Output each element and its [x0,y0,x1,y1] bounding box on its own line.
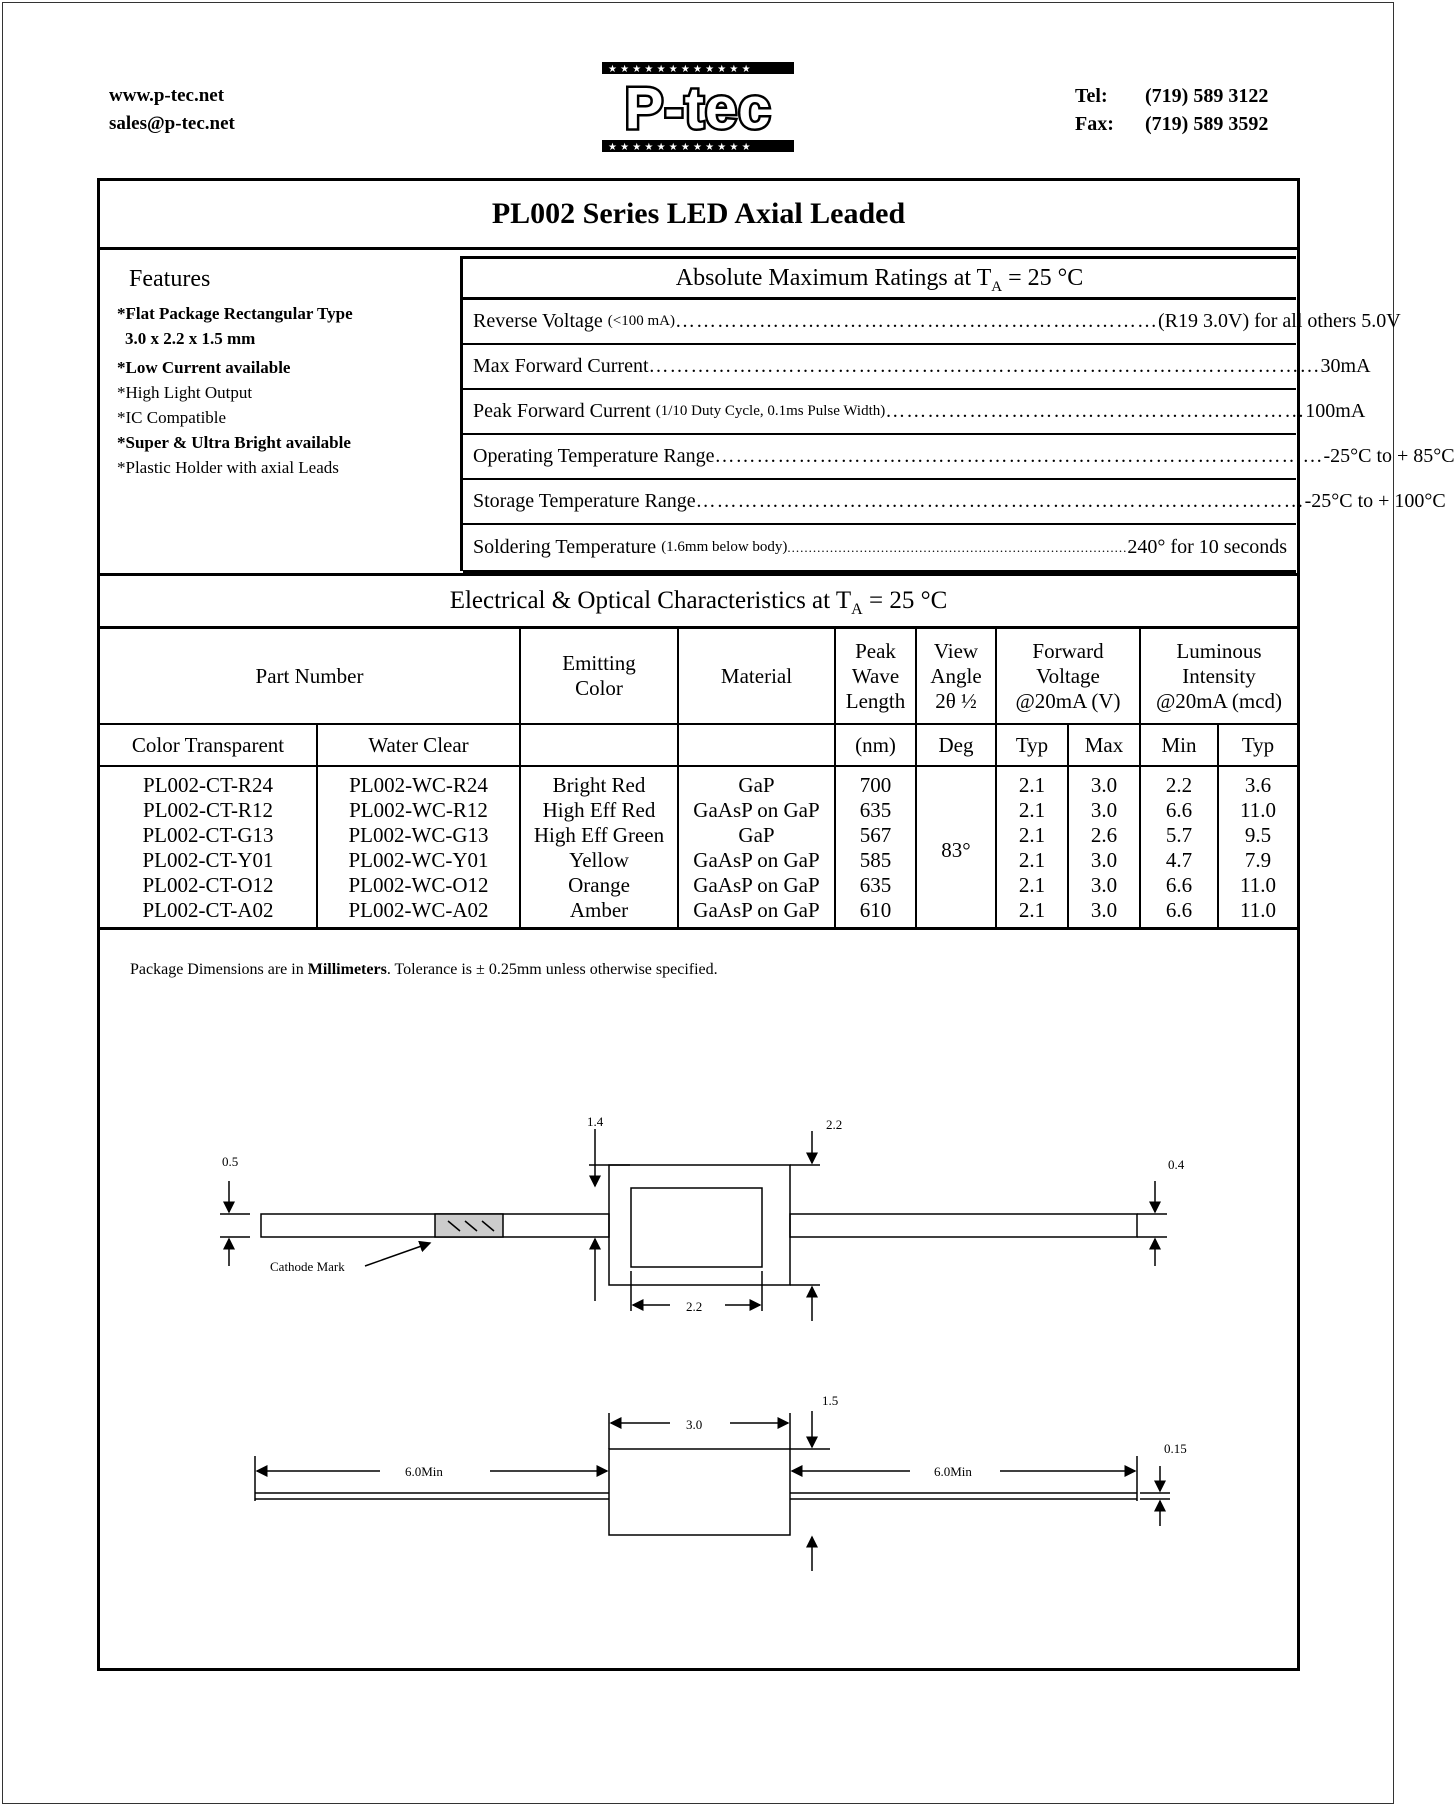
rating-row: Reverse Voltage (<100 mA) …………………………………………………………… (R19 3.0V) for all others 5.0V [463,300,1296,345]
svg-text:★ ★ ★ ★ ★ ★ ★ ★ ★ ★ ★ ★: ★ ★ ★ ★ ★ ★ ★ ★ ★ ★ ★ ★ [608,64,751,75]
feature-item: *Flat Package Rectangular Type [117,304,353,323]
side-body [609,1449,790,1535]
lead-right [790,1214,1137,1237]
rating-row: Soldering Temperature (1.6mm below body) ................................................................................ 240° for 10 seconds [463,525,1296,573]
table-row: PL002-CT-R12 PL002-WC-R12 High Eff Red GaAsP on GaP 635 2.1 3.0 6.6 11.0 [100,798,1297,823]
col-peak-wavelength: Peak Wave Length [835,629,916,724]
feature-item: *High Light Output [117,383,253,402]
view-angle-value: 83° [916,766,996,929]
package-note: Package Dimensions are in Millimeters. Tolerance is ± 0.25mm unless otherwise specified. [130,961,718,978]
col-luminous-intensity: Luminous Intensity @20mA (mcd) [1140,629,1297,724]
dim-2-2-top: 2.2 [826,1117,843,1132]
col-emitting-color: Emitting Color [520,629,678,724]
ptec-logo [598,56,798,156]
package-dimension-drawing [100,181,1297,1668]
rating-row: Operating Temperature Range …………………………………………………………………………… -25°C to + 85°C [463,435,1296,480]
dim-1-4: 1.4 [587,1114,604,1129]
svg-text:P-tec: P-tec [624,76,772,141]
feature-item: 3.0 x 2.2 x 1.5 mm [125,329,256,348]
rating-row: Max Forward Current …………………………………………………………………………………… 30mA [463,345,1296,390]
feature-item: *Plastic Holder with axial Leads [117,458,339,477]
features-heading: Features [129,266,211,292]
table-row: PL002-CT-G13 PL002-WC-G13 High Eff Green GaP 567 2.1 2.6 5.7 9.5 [100,823,1297,848]
svg-text:★ ★ ★ ★ ★ ★ ★ ★ ★ ★ ★ ★: ★ ★ ★ ★ ★ ★ ★ ★ ★ ★ ★ ★ [608,142,751,153]
rating-row: Peak Forward Current (1/10 Duty Cycle, 0.1ms Pulse Width) …………………………………………………… 100mA [463,390,1296,435]
table-row: PL002-CT-O12 PL002-WC-O12 Orange GaAsP on GaP 635 2.1 3.0 6.6 11.0 [100,873,1297,898]
characteristics-heading: Electrical & Optical Characteristics at $T_A = 25$ °C [100,576,1297,629]
dim-3-0: 3.0 [686,1417,703,1432]
dim-6-0-left: 6.0Min [405,1464,443,1479]
table-row: PL002-CT-R24 PL002-WC-R24 Bright Red GaP 700 83° 2.1 3.0 2.2 3.6 [100,766,1297,798]
feature-item: *Low Current available [117,358,291,377]
dim-0-15: 0.15 [1164,1441,1187,1456]
datasheet-body [97,178,1455,1671]
contact-phone: Tel: (719) 589 3122 Fax: (719) 589 3592 [1075,85,1269,135]
body-inner [631,1188,762,1267]
col-view-angle: View Angle 2θ ½ [916,629,996,724]
fax-number: (719) 589 3592 [1145,113,1269,135]
website-link[interactable]: www.p-tec.net [109,85,225,106]
cathode-label: Cathode Mark [270,1259,345,1274]
dim-6-0-right: 6.0Min [934,1464,972,1479]
dim-1-5: 1.5 [822,1393,839,1408]
col-part-number: Part Number [100,629,520,724]
table-row: PL002-CT-Y01 PL002-WC-Y01 Yellow GaAsP on GaP 585 2.1 3.0 4.7 7.9 [100,848,1297,873]
tel-number: (719) 589 3122 [1145,85,1269,107]
rating-row: Storage Temperature Range …………………………………………………………………………… -25°C to + 100°C [463,480,1296,525]
email-link[interactable]: sales@p-tec.net [109,113,235,134]
col-material: Material [678,629,835,724]
cathode-mark [435,1214,503,1237]
dim-0-5: 0.5 [222,1154,239,1169]
col-forward-voltage: Forward Voltage @20mA (V) [996,629,1140,724]
dim-2-2-bottom: 2.2 [686,1299,703,1314]
table-subheader-row: Color Transparent Water Clear (nm) Deg Typ Max Min Typ [100,724,1297,766]
dim-0-4: 0.4 [1168,1157,1185,1172]
page-title: PL002 Series LED Axial Leaded [100,181,1297,250]
feature-item: *IC Compatible [117,408,227,427]
contact-web [109,82,235,138]
ratings-heading: Absolute Maximum Ratings at $T_A = 25$ °C [463,259,1296,300]
table-row: PL002-CT-A02 PL002-WC-A02 Amber GaAsP on GaP 610 2.1 3.0 6.6 11.0 [100,898,1297,929]
feature-item: *Super & Ultra Bright available [117,433,351,452]
